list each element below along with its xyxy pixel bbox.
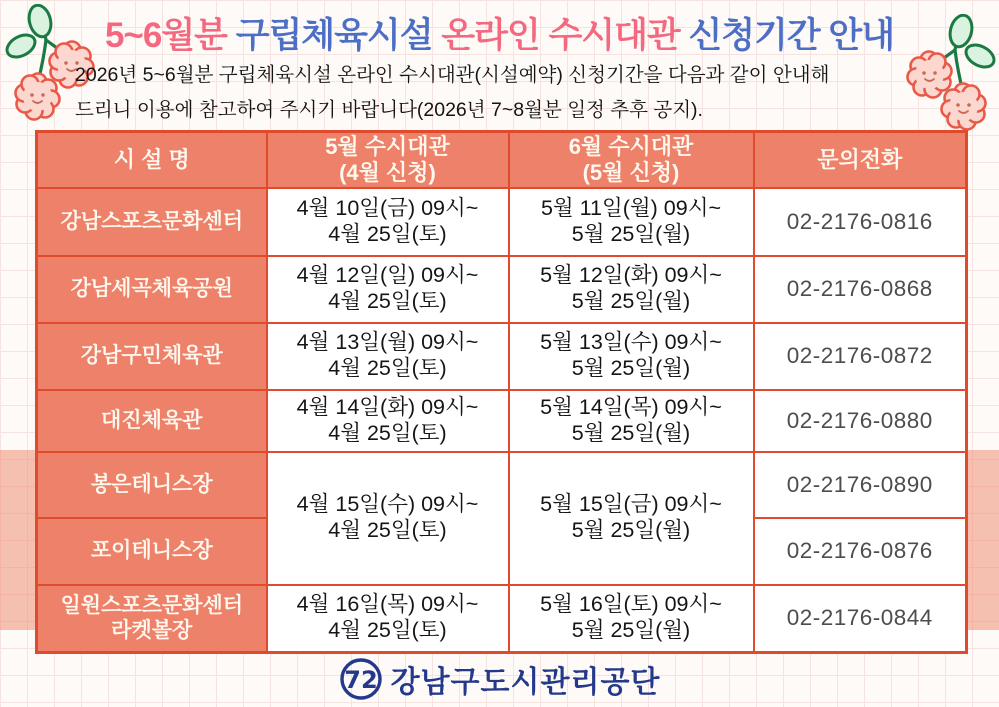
page-title bbox=[0, 8, 999, 58]
period-end: 4월 25일(토) bbox=[328, 420, 447, 445]
june-period-cell bbox=[509, 256, 754, 323]
facility-name-line1: 일원스포츠문화센터 bbox=[60, 593, 244, 617]
column-header-may bbox=[267, 132, 509, 188]
table-row bbox=[37, 452, 967, 518]
subtitle bbox=[75, 58, 935, 127]
period-end: 5월 25일(월) bbox=[571, 289, 691, 313]
organization-name: 강남구도시관리공단 bbox=[390, 666, 661, 699]
table-row bbox=[37, 323, 967, 390]
period-end: 4월 25일(토) bbox=[328, 221, 447, 246]
period-end: 5월 25일(월) bbox=[571, 420, 691, 445]
facility-name-cell: 봉은테니스장 bbox=[37, 452, 267, 518]
period-end: 5월 25일(월) bbox=[571, 356, 691, 380]
facility-name-cell: 강남스포츠문화센터 bbox=[37, 188, 267, 256]
footer bbox=[0, 656, 999, 702]
facility-name-cell: 대진체육관 bbox=[37, 390, 267, 452]
facility-name-cell: 강남구민체육관 bbox=[37, 323, 267, 390]
period-start: 4월 16일(목) 09시~ bbox=[296, 592, 479, 617]
period-start: 5월 16일(토) 09시~ bbox=[540, 592, 722, 617]
period-start: 4월 15일(수) 09시~ bbox=[296, 492, 479, 517]
june-period-cell-merged bbox=[509, 452, 754, 585]
june-period-cell bbox=[509, 323, 754, 390]
period-start: 5월 15일(금) 09시~ bbox=[540, 492, 722, 517]
may-period-cell bbox=[267, 188, 509, 256]
period-start: 5월 14일(목) 09시~ bbox=[540, 394, 722, 419]
phone-cell: 02-2176-0880 bbox=[754, 390, 967, 452]
may-period-cell bbox=[267, 390, 509, 452]
period-start: 5월 13일(수) 09시~ bbox=[540, 330, 722, 355]
schedule-table bbox=[35, 130, 968, 654]
column-header-facility: 시 설 명 bbox=[37, 132, 267, 188]
period-start: 4월 10일(금) 09시~ bbox=[296, 195, 479, 220]
phone-cell: 02-2176-0876 bbox=[754, 518, 967, 585]
period-start: 5월 11일(월) 09시~ bbox=[540, 195, 722, 220]
phone-cell: 02-2176-0844 bbox=[754, 585, 967, 653]
period-end: 5월 25일(월) bbox=[571, 618, 691, 643]
phone-cell: 02-2176-0816 bbox=[754, 188, 967, 256]
table-row bbox=[37, 390, 967, 452]
may-period-cell bbox=[267, 256, 509, 323]
subtitle-line-1: 2026년 5~6월분 구립체육시설 온라인 수시대관(시설예약) 신청기간을 다음과 같이 안내해 bbox=[75, 64, 830, 86]
table-header-row bbox=[37, 132, 967, 188]
period-start: 4월 13일(월) 09시~ bbox=[296, 330, 479, 355]
period-end: 4월 25일(토) bbox=[328, 618, 447, 643]
period-start: 5월 12일(화) 09시~ bbox=[540, 263, 722, 288]
title-part-period: 신청기간 안내 bbox=[688, 16, 895, 55]
facility-name-cell: 강남세곡체육공원 bbox=[37, 256, 267, 323]
column-header-phone: 문의전화 bbox=[754, 132, 967, 188]
period-start: 4월 14일(화) 09시~ bbox=[296, 394, 479, 419]
may-period-cell bbox=[267, 585, 509, 653]
period-end: 4월 25일(토) bbox=[328, 289, 447, 313]
period-end: 5월 25일(월) bbox=[571, 221, 691, 246]
title-part-online: 온라인 수시대관 bbox=[441, 16, 680, 55]
phone-cell: 02-2176-0868 bbox=[754, 256, 967, 323]
june-period-cell bbox=[509, 188, 754, 256]
flower-blossom-2 bbox=[16, 74, 60, 120]
period-end: 4월 25일(토) bbox=[328, 518, 447, 542]
phone-cell: 02-2176-0890 bbox=[754, 452, 967, 518]
column-header-may-line1: 5월 수시대관 bbox=[325, 133, 450, 159]
period-end: 5월 25일(월) bbox=[571, 518, 691, 542]
organization-logo-icon bbox=[339, 657, 383, 701]
period-start: 4월 12일(일) 09시~ bbox=[296, 263, 479, 288]
column-header-june-line2: (5월 신청) bbox=[582, 159, 680, 185]
table-row bbox=[37, 585, 967, 653]
column-header-may-line2: (4월 신청) bbox=[339, 159, 436, 185]
phone-cell: 02-2176-0872 bbox=[754, 323, 967, 390]
title-part-facility: 구립체육시설 bbox=[235, 16, 433, 55]
june-period-cell bbox=[509, 390, 754, 452]
subtitle-line-2: 드리니 이용에 참고하여 주시기 바랍니다(2026년 7~8월분 일정 추후 공지). bbox=[75, 98, 703, 121]
period-end: 4월 25일(토) bbox=[328, 356, 447, 380]
title-part-month: 5~6월분 bbox=[104, 16, 227, 55]
june-period-cell bbox=[509, 585, 754, 653]
may-period-cell-merged bbox=[267, 452, 509, 585]
table-row bbox=[37, 188, 967, 256]
column-header-june-line1: 6월 수시대관 bbox=[568, 133, 694, 159]
table-row bbox=[37, 256, 967, 323]
logo-glyph: 72 bbox=[343, 666, 378, 694]
facility-name-cell bbox=[37, 585, 267, 653]
may-period-cell bbox=[267, 323, 509, 390]
facility-name-line2: 라켓볼장 bbox=[111, 619, 193, 643]
facility-name-cell: 포이테니스장 bbox=[37, 518, 267, 585]
column-header-june bbox=[509, 132, 754, 188]
